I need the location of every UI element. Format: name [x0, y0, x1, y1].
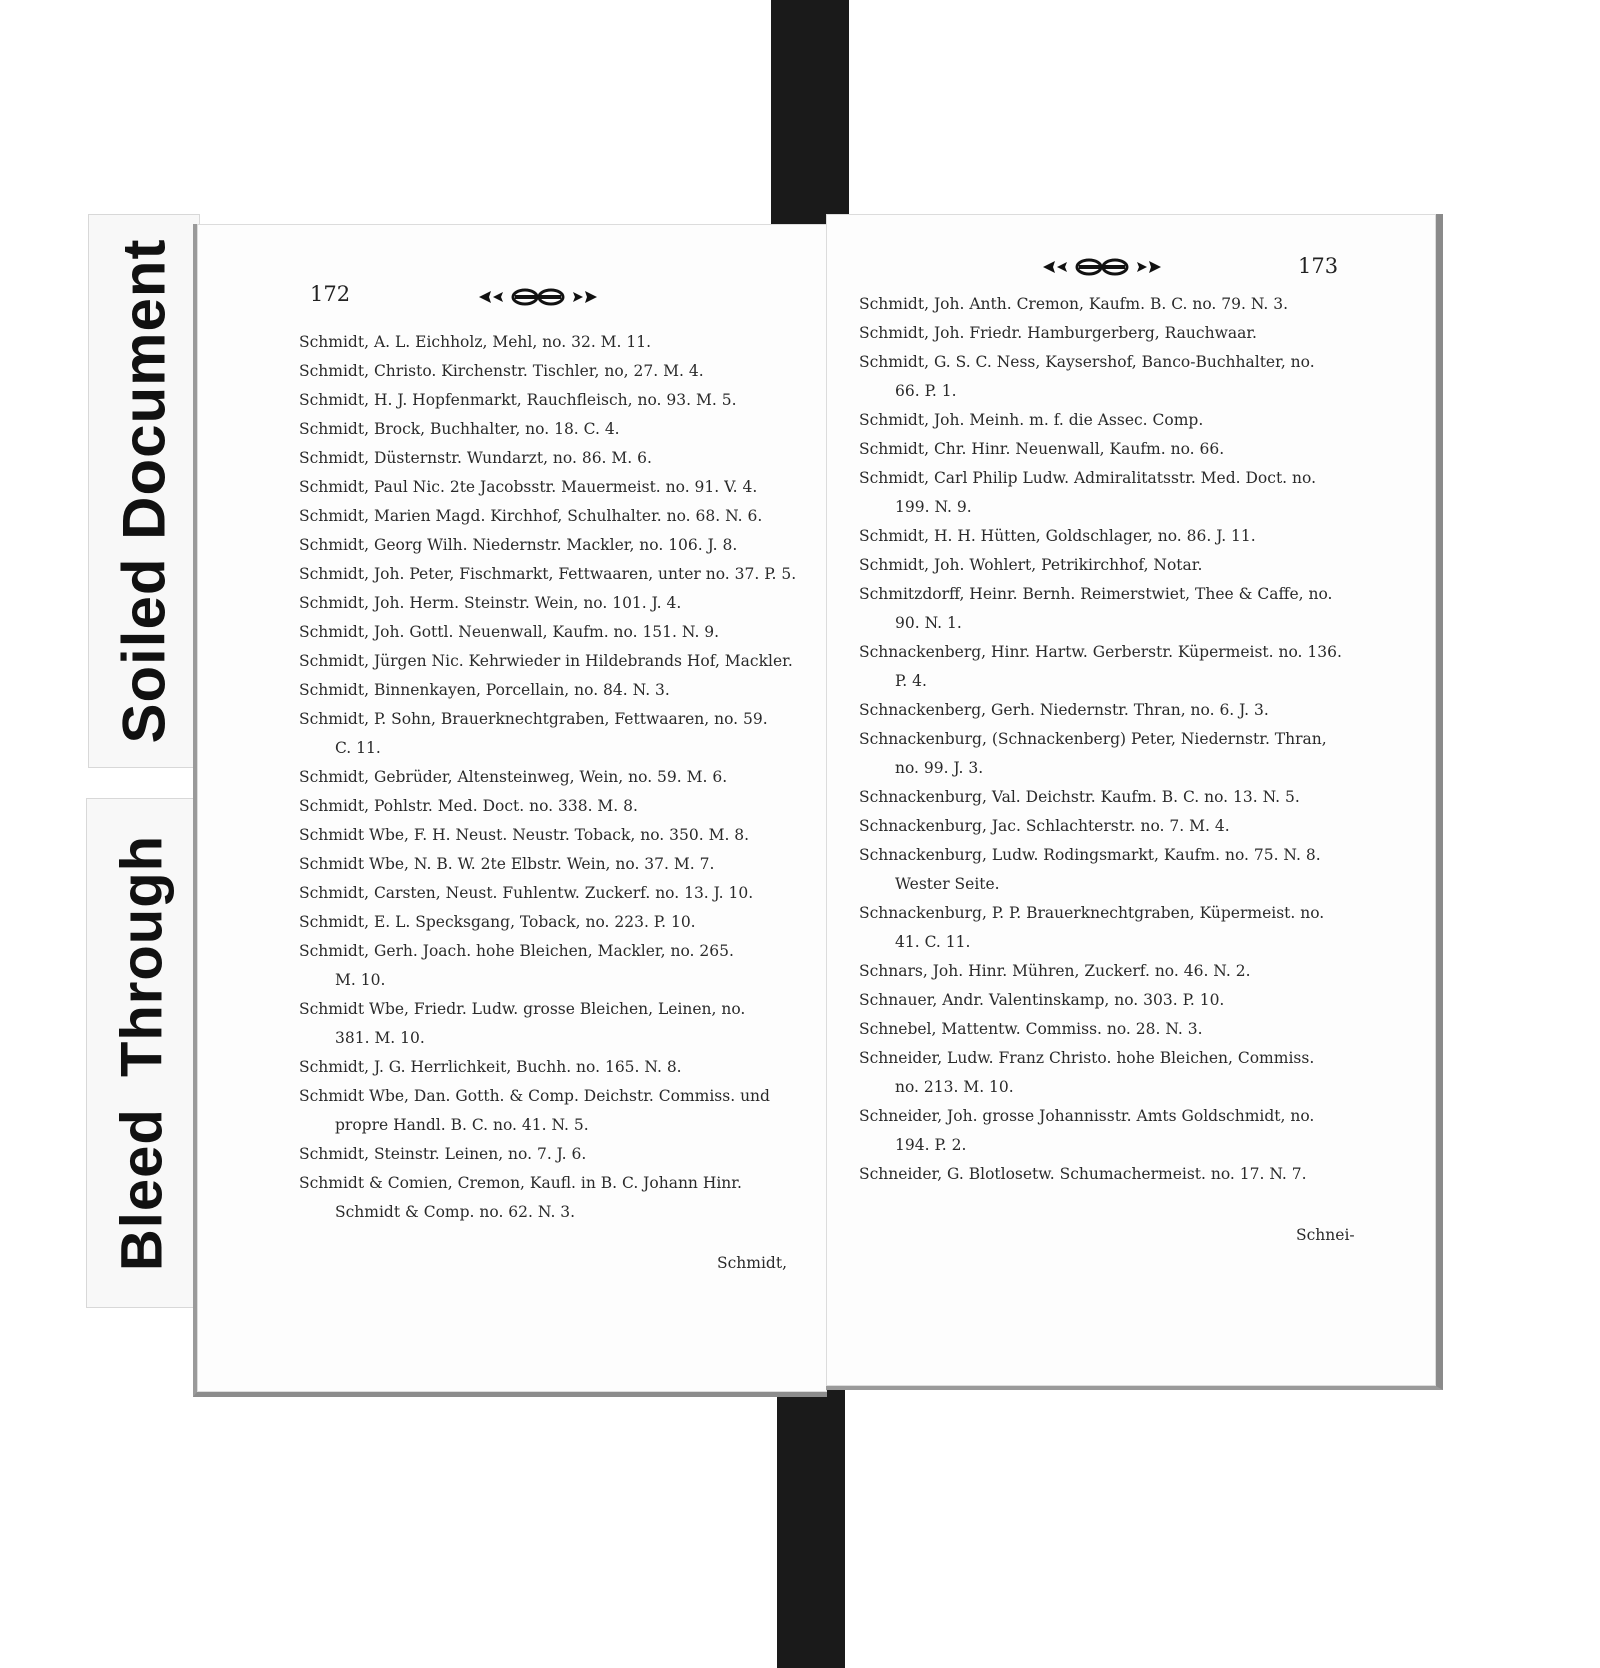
left-page	[193, 224, 827, 1397]
directory-entry	[299, 1057, 796, 1077]
directory-entry	[859, 990, 1342, 1010]
entry-line: Schnackenburg, P. P. Brauerknechtgraben, Küpermeist. no.	[859, 904, 1325, 922]
entry-line: Schmidt, Joh. Herm. Steinstr. Wein, no. 101. J. 4.	[299, 594, 682, 612]
entry-line: Schmidt, Christo. Kirchenstr. Tischler, no, 27. M. 4.	[299, 362, 704, 380]
directory-entry	[859, 1106, 1342, 1155]
binding-spine-bottom	[777, 1378, 845, 1668]
entry-line: Schmidt, Marien Magd. Kirchhof, Schulhalter. no. 68. N. 6.	[299, 507, 763, 525]
directory-entry	[859, 700, 1342, 720]
entry-line: Schmidt, J. G. Herrlichkeit, Buchh. no. 165. N. 8.	[299, 1058, 682, 1076]
entry-line: Schneider, Joh. grosse Johannisstr. Amts Goldschmidt, no.	[859, 1107, 1315, 1125]
entry-continuation: 90. N. 1.	[895, 614, 962, 632]
bleed-through-label-text: Bleed Through	[109, 834, 175, 1272]
entry-line: Schnauer, Andr. Valentinskamp, no. 303. P. 10.	[859, 991, 1225, 1009]
entry-continuation: 41. C. 11.	[895, 933, 971, 951]
directory-entry	[299, 506, 796, 526]
entry-line: Schmidt, Carsten, Neust. Fuhlentw. Zuckerf. no. 13. J. 10.	[299, 884, 754, 902]
directory-entry	[299, 941, 796, 990]
entry-line: Schmidt Wbe, Dan. Gotth. & Comp. Deichstr. Commiss. und	[299, 1087, 770, 1105]
soiled-document-label-text: Soiled Document	[110, 238, 178, 744]
entry-line: Schmidt, Steinstr. Leinen, no. 7. J. 6.	[299, 1145, 587, 1163]
entry-line: Schmidt, Georg Wilh. Niedernstr. Mackler, no. 106. J. 8.	[299, 536, 738, 554]
directory-entry	[859, 787, 1342, 807]
directory-entry	[859, 410, 1342, 430]
entry-line: Schmidt, Joh. Anth. Cremon, Kaufm. B. C. no. 79. N. 3.	[859, 295, 1289, 313]
directory-entry	[859, 323, 1342, 343]
entry-line: Schmidt Wbe, Friedr. Ludw. grosse Bleichen, Leinen, no.	[299, 1000, 746, 1018]
directory-entry	[299, 564, 796, 584]
entry-line: Schnackenberg, Hinr. Hartw. Gerberstr. Küpermeist. no. 136.	[859, 643, 1342, 661]
directory-entry	[299, 390, 796, 410]
entry-line: Schmidt Wbe, N. B. W. 2te Elbstr. Wein, no. 37. M. 7.	[299, 855, 715, 873]
entry-line: Schmidt, P. Sohn, Brauerknechtgraben, Fettwaaren, no. 59.	[299, 710, 768, 728]
binding-spine-top	[771, 0, 849, 224]
entry-line: Schmidt, Jürgen Nic. Kehrwieder in Hildebrands Hof, Mackler.	[299, 652, 793, 670]
directory-entry	[859, 1048, 1342, 1097]
entry-line: Schmidt, Joh. Meinh. m. f. die Assec. Comp.	[859, 411, 1204, 429]
right-catchword: Schnei-	[1296, 1226, 1355, 1244]
left-catchword: Schmidt,	[717, 1254, 788, 1272]
entry-continuation: P. 4.	[895, 672, 927, 690]
entry-line: Schmidt, H. J. Hopfenmarkt, Rauchfleisch, no. 93. M. 5.	[299, 391, 737, 409]
entry-continuation: 381. M. 10.	[335, 1029, 425, 1047]
directory-entry	[859, 816, 1342, 836]
directory-entry	[859, 961, 1342, 981]
entry-line: Schmidt, Paul Nic. 2te Jacobsstr. Mauermeist. no. 91. V. 4.	[299, 478, 758, 496]
directory-entry	[299, 419, 796, 439]
directory-entry	[859, 729, 1342, 778]
entry-line: Schnebel, Mattentw. Commiss. no. 28. N. 3.	[859, 1020, 1203, 1038]
directory-entry	[299, 332, 796, 352]
directory-entry	[299, 593, 796, 613]
entry-continuation: no. 99. J. 3.	[895, 759, 984, 777]
entry-line: Schnackenberg, Gerh. Niedernstr. Thran, no. 6. J. 3.	[859, 701, 1269, 719]
entry-continuation: 66. P. 1.	[895, 382, 957, 400]
entry-continuation: propre Handl. B. C. no. 41. N. 5.	[335, 1116, 589, 1134]
entry-line: Schmidt Wbe, F. H. Neust. Neustr. Toback, no. 350. M. 8.	[299, 826, 750, 844]
entry-line: Schnars, Joh. Hinr. Mühren, Zuckerf. no. 46. N. 2.	[859, 962, 1251, 980]
directory-entry	[299, 680, 796, 700]
right-page-number: 173	[1298, 254, 1339, 278]
entry-line: Schmidt, Pohlstr. Med. Doct. no. 338. M. 8.	[299, 797, 638, 815]
directory-entry	[299, 912, 796, 932]
directory-entry	[859, 294, 1342, 314]
soiled-document-label	[88, 214, 200, 768]
entry-line: Schmidt, Joh. Wohlert, Petrikirchhof, Notar.	[859, 556, 1203, 574]
directory-entry	[859, 439, 1342, 459]
entry-continuation: 199. N. 9.	[895, 498, 972, 516]
directory-entry	[859, 526, 1342, 546]
directory-entry	[859, 584, 1342, 633]
directory-entry	[299, 767, 796, 787]
entry-line: Schnackenburg, (Schnackenberg) Peter, Niedernstr. Thran,	[859, 730, 1327, 748]
entry-line: Schmidt, Gerh. Joach. hohe Bleichen, Mackler, no. 265.	[299, 942, 734, 960]
entry-line: Schnackenburg, Ludw. Rodingsmarkt, Kaufm. no. 75. N. 8.	[859, 846, 1321, 864]
right-entries-list	[859, 294, 1342, 1193]
directory-entry	[299, 854, 796, 874]
bleed-through-label	[86, 798, 198, 1308]
entry-continuation: no. 213. M. 10.	[895, 1078, 1014, 1096]
entry-line: Schmidt & Comien, Cremon, Kaufl. in B. C. Johann Hinr.	[299, 1174, 742, 1192]
directory-entry	[299, 709, 796, 758]
entry-line: Schmidt, Chr. Hinr. Neuenwall, Kaufm. no. 66.	[859, 440, 1225, 458]
directory-entry	[299, 1173, 796, 1222]
directory-entry	[299, 825, 796, 845]
directory-entry	[299, 361, 796, 381]
directory-entry	[859, 352, 1342, 401]
entry-line: Schneider, Ludw. Franz Christo. hohe Bleichen, Commiss.	[859, 1049, 1315, 1067]
ornament-icon	[1041, 256, 1163, 278]
directory-entry	[859, 1164, 1342, 1184]
directory-entry	[299, 651, 796, 671]
right-page	[826, 214, 1443, 1390]
entry-line: Schmidt, A. L. Eichholz, Mehl, no. 32. M. 11.	[299, 333, 652, 351]
directory-entry	[299, 1144, 796, 1164]
entry-line: Schmidt, Gebrüder, Altensteinweg, Wein, no. 59. M. 6.	[299, 768, 728, 786]
entry-line: Schmidt, Düsternstr. Wundarzt, no. 86. M. 6.	[299, 449, 652, 467]
directory-entry	[859, 642, 1342, 691]
directory-entry	[859, 903, 1342, 952]
left-page-number: 172	[310, 282, 351, 306]
entry-line: Schnackenburg, Val. Deichstr. Kaufm. B. C. no. 13. N. 5.	[859, 788, 1300, 806]
entry-line: Schmidt, Joh. Gottl. Neuenwall, Kaufm. no. 151. N. 9.	[299, 623, 720, 641]
directory-entry	[859, 468, 1342, 517]
entry-continuation: C. 11.	[335, 739, 381, 757]
directory-entry	[299, 448, 796, 468]
entry-continuation: Wester Seite.	[895, 875, 1000, 893]
left-entries-list	[299, 332, 796, 1231]
entry-continuation: Schmidt & Comp. no. 62. N. 3.	[335, 1203, 576, 1221]
directory-entry	[299, 999, 796, 1048]
entry-continuation: 194. P. 2.	[895, 1136, 967, 1154]
entry-line: Schmitzdorff, Heinr. Bernh. Reimerstwiet, Thee & Caffe, no.	[859, 585, 1333, 603]
directory-entry	[299, 883, 796, 903]
entry-line: Schmidt, H. H. Hütten, Goldschlager, no. 86. J. 11.	[859, 527, 1256, 545]
directory-entry	[299, 622, 796, 642]
entry-line: Schmidt, Binnenkayen, Porcellain, no. 84. N. 3.	[299, 681, 670, 699]
directory-entry	[299, 796, 796, 816]
directory-entry	[859, 1019, 1342, 1039]
entry-line: Schmidt, Brock, Buchhalter, no. 18. C. 4.	[299, 420, 620, 438]
entry-line: Schmidt, Joh. Peter, Fischmarkt, Fettwaaren, unter no. 37. P. 5.	[299, 565, 797, 583]
entry-line: Schmidt, Joh. Friedr. Hamburgerberg, Rauchwaar.	[859, 324, 1257, 342]
entry-line: Schmidt, G. S. C. Ness, Kaysershof, Banco-Buchhalter, no.	[859, 353, 1315, 371]
entry-line: Schmidt, E. L. Specksgang, Toback, no. 223. P. 10.	[299, 913, 696, 931]
directory-entry	[859, 845, 1342, 894]
entry-line: Schmidt, Carl Philip Ludw. Admiralitatsstr. Med. Doct. no.	[859, 469, 1316, 487]
directory-entry	[859, 555, 1342, 575]
ornament-icon	[477, 286, 599, 308]
directory-entry	[299, 1086, 796, 1135]
entry-continuation: M. 10.	[335, 971, 386, 989]
directory-entry	[299, 535, 796, 555]
directory-entry	[299, 477, 796, 497]
entry-line: Schneider, G. Blotlosetw. Schumachermeist. no. 17. N. 7.	[859, 1165, 1307, 1183]
entry-line: Schnackenburg, Jac. Schlachterstr. no. 7. M. 4.	[859, 817, 1230, 835]
